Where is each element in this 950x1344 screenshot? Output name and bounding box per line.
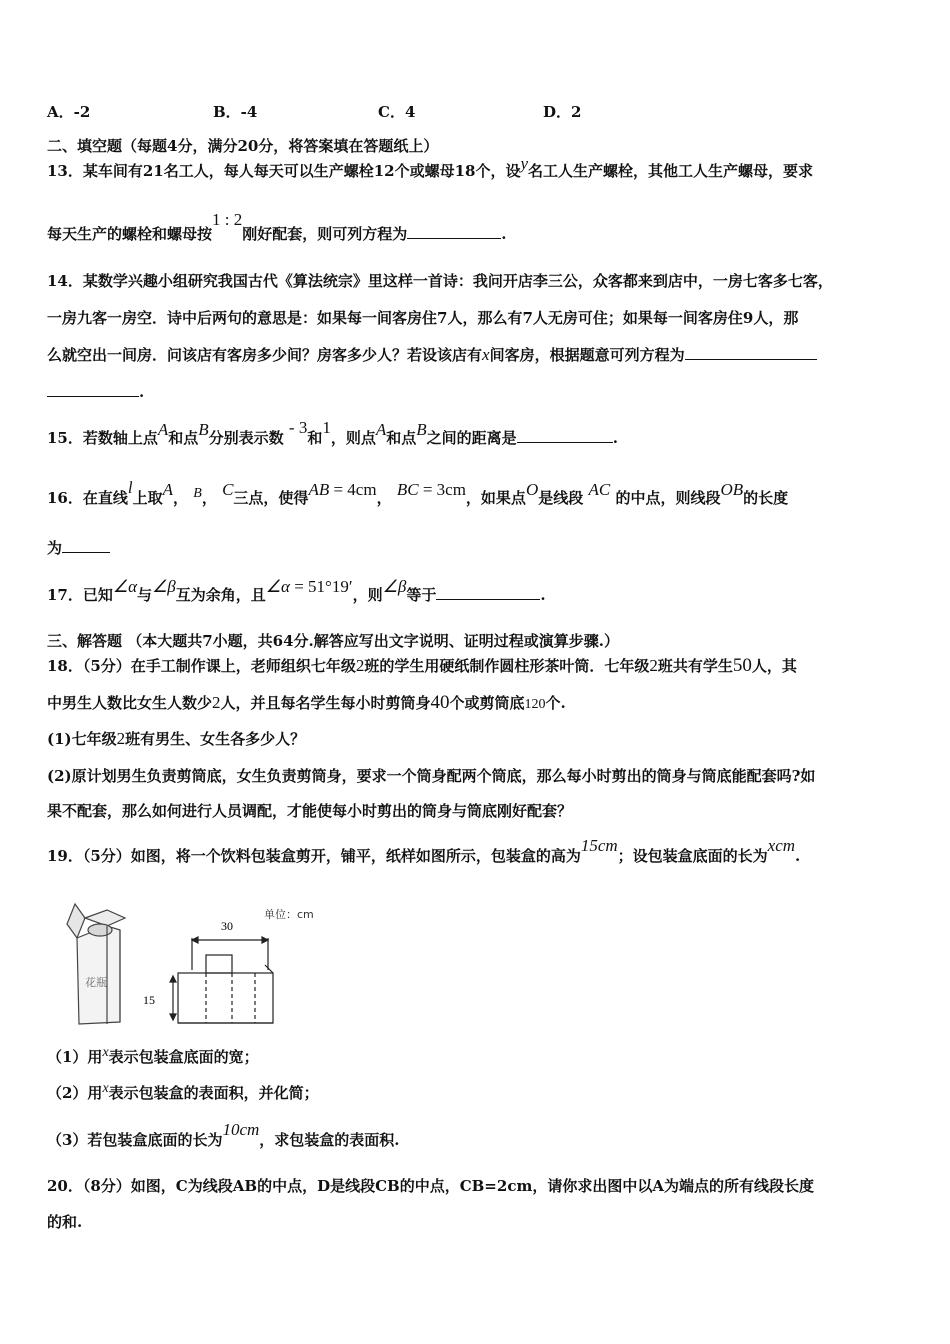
q13-line1: 13．某车间有21名工人，每人每天可以生产螺栓12个或螺母18个，设y名工人生产螺栓，其他工人生产螺母，要求 [47, 154, 814, 180]
option-c: C．4 [378, 103, 416, 121]
box-label: 花瓶 [85, 976, 107, 989]
q14-line2: 一房九客一房空．诗中后两句的意思是：如果每一间客房住7人，那么有7人无房可住；如果每一间客房住9人，那 [47, 309, 799, 327]
unit-label: 单位：cm [264, 908, 314, 921]
q15-line: 15．若数轴上点A和点B分别表示数 - 3和1，则点A和点B之间的距离是 . [47, 418, 618, 447]
q19-sub3: （3）若包装盒底面的长为10cm，求包装盒的表面积. [47, 1120, 400, 1149]
q19-sub2: （2）用x表示包装盒的表面积，并化简； [47, 1081, 319, 1102]
section-solve-title: 三、解答题 （本大题共7小题，共64分.解答应写出文字说明、证明过程或演算步骤.） [47, 632, 619, 650]
q16-line1: 16．在直线l上取A， B， C三点，使得AB = 4cm， BC = 3cm，如果点O是线段 AC 的中点，则线段OB的长度 [47, 478, 789, 507]
q19-line: 19．（5分）如图，将一个饮料包装盒剪开，铺平，纸样如图所示，包装盒的高为15cm；设包装盒底面的长为xcm. [47, 836, 801, 865]
q16-line2: 为 [47, 538, 110, 558]
dim-top: 30 [221, 919, 233, 933]
q20-line1: 20．（8分）如图，C为线段AB的中点，D是线段CB的中点，CB=2cm，请你求出图中以A为端点的所有线段长度 [47, 1177, 814, 1195]
net-drawing [170, 937, 273, 1023]
section-fill-title: 二、填空题（每题4分，满分20分，将答案填在答题纸上） [47, 137, 439, 155]
option-b: B．-4 [213, 103, 258, 121]
q18-sub1: (1)七年级2班有男生、女生各多少人？ [47, 729, 306, 748]
q13-answer-blank [407, 224, 501, 239]
q14-line3: 么就空出一间房．问该店有客房多少间？房客多少人？若设该店有x间客房，根据题意可列方程为 [47, 345, 817, 365]
option-a: A．-2 [47, 103, 91, 121]
q18-line2: 中男生人数比女生人数少2人，并且每名学生每小时剪筒身40个或剪筒底120个. [47, 692, 566, 713]
q16-answer-blank [62, 538, 110, 553]
q19-sub1: （1）用x表示包装盒底面的宽； [47, 1045, 259, 1066]
q17-line: 17．已知∠α与∠β互为余角，且∠α = 51°19′，则∠β等于 . [47, 577, 546, 604]
q20-line2: 的和. [47, 1213, 83, 1231]
q18-sub2-line1: (2)原计划男生负责剪筒底，女生负责剪筒身，要求一个筒身配两个筒底，那么每小时剪出的筒身与筒底能配套吗?如 [47, 767, 816, 785]
packaging-figure [55, 900, 355, 1035]
box-3d-drawing [67, 904, 125, 1024]
q14-answer-blank-2 [47, 382, 139, 397]
option-d: D．2 [543, 103, 582, 121]
q18-sub2-line2: 果不配套，那么如何进行人员调配，才能使每小时剪出的筒身与筒底刚好配套？ [47, 802, 573, 820]
q18-line1: 18．（5分）在手工制作课上，老师组织七年级2班的学生用硬纸制作圆柱形茶叶筒．七年级2班共有学生50人，其 [47, 655, 797, 676]
q15-answer-blank [517, 428, 613, 443]
q14-line4: . [47, 382, 144, 402]
q14-line1: 14．某数学兴趣小组研究我国古代《算法统宗》里这样一首诗：我问开店李三公，众客都来到店中，一房七客多七客， [47, 272, 833, 290]
q14-answer-blank [685, 345, 817, 360]
q13-line2: 每天生产的螺栓和螺母按1 : 2刚好配套，则可列方程为 . [47, 210, 507, 243]
q17-answer-blank [436, 585, 540, 600]
dim-side: 15 [143, 993, 155, 1007]
